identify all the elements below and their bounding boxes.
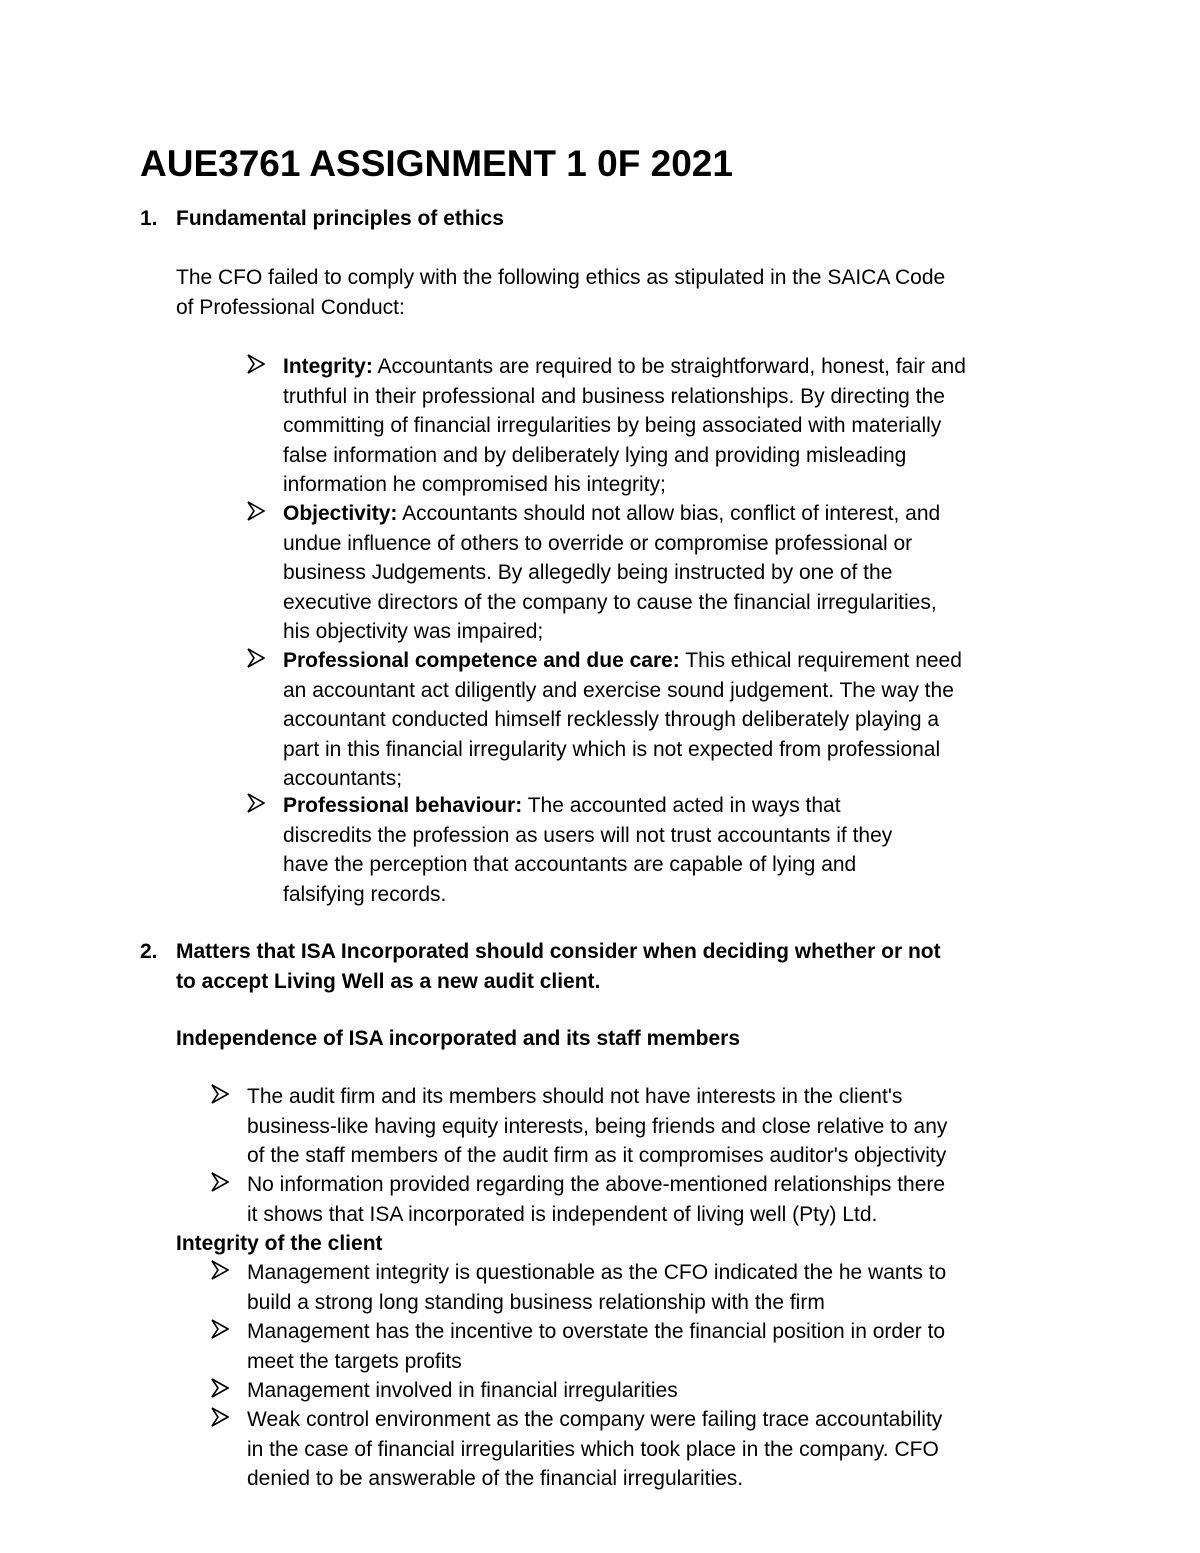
- document-title: AUE3761 ASSIGNMENT 1 0F 2021: [140, 143, 733, 184]
- section-1-intro: The CFO failed to comply with the following ethics as stipulated in the SAICA Code of Professional Conduct:: [176, 266, 946, 319]
- ethics-item-objectivity: Objectivity: Accountants should not allow bias, conflict of interest, and undue influence of others to override or compromise professional or business Judgements. By allegedly being instructed by one of the executive directors of the company to cause the financial irregularities, his objectivity was impaired;: [283, 502, 941, 643]
- arrow-bullet-icon: [247, 352, 277, 382]
- arrow-bullet-icon: [211, 1317, 241, 1347]
- ethics-item-competence: Professional competence and due care: This ethical requirement need an accountant act diligently and exercise sound judgement. The way the accountant conducted himself recklessly through deliberately playing a part in this financial irregularity which is not expected from professional accountants;: [283, 649, 962, 790]
- integrity-item-3: Management involved in financial irregularities: [247, 1379, 678, 1402]
- section-2-number: 2.: [140, 940, 158, 963]
- independence-item-1: The audit firm and its members should not have interests in the client's business-like having equity interests, being friends and close relative to any of the staff members of the audit firm as it compromises auditor's objectivity: [247, 1085, 948, 1167]
- integrity-item-1: Management integrity is questionable as the CFO indicated the he wants to build a strong long standing business relationship with the firm: [247, 1261, 947, 1314]
- integrity-item-2: Management has the incentive to overstate the financial position in order to meet the targets profits: [247, 1320, 946, 1373]
- subheading-integrity: Integrity of the client: [176, 1232, 383, 1255]
- section-1-number: 1.: [140, 207, 158, 230]
- arrow-bullet-icon: [211, 1082, 241, 1112]
- ethics-item-behaviour: Professional behaviour: The accounted acted in ways that discredits the profession as users will not trust accountants if they have the perception that accountants are capable of lying and falsifying records.: [283, 794, 893, 906]
- arrow-bullet-icon: [211, 1405, 241, 1435]
- subheading-independence: Independence of ISA incorporated and its staff members: [176, 1027, 740, 1050]
- arrow-bullet-icon: [211, 1258, 241, 1288]
- independence-item-2: No information provided regarding the above-mentioned relationships there it shows that ISA incorporated is independent of living well (Pty) Ltd.: [247, 1173, 946, 1226]
- arrow-bullet-icon: [211, 1376, 241, 1406]
- arrow-bullet-icon: [211, 1170, 241, 1200]
- section-1-heading: Fundamental principles of ethics: [176, 207, 504, 230]
- integrity-item-4: Weak control environment as the company were failing trace accountability in the case of financial irregularities which took place in the company. CFO denied to be answerable of the financial irregularities.: [247, 1408, 943, 1490]
- ethics-item-integrity: Integrity: Accountants are required to be straightforward, honest, fair and truthful in their professional and business relationships. By directing the committing of financial irregularities by being associated with materially false information and by deliberately lying and providing misleading information he compromised his integrity;: [283, 355, 966, 496]
- arrow-bullet-icon: [247, 646, 277, 676]
- arrow-bullet-icon: [247, 791, 277, 821]
- section-2-heading: Matters that ISA Incorporated should consider when deciding whether or not to accept Living Well as a new audit client.: [176, 940, 941, 993]
- arrow-bullet-icon: [247, 499, 277, 529]
